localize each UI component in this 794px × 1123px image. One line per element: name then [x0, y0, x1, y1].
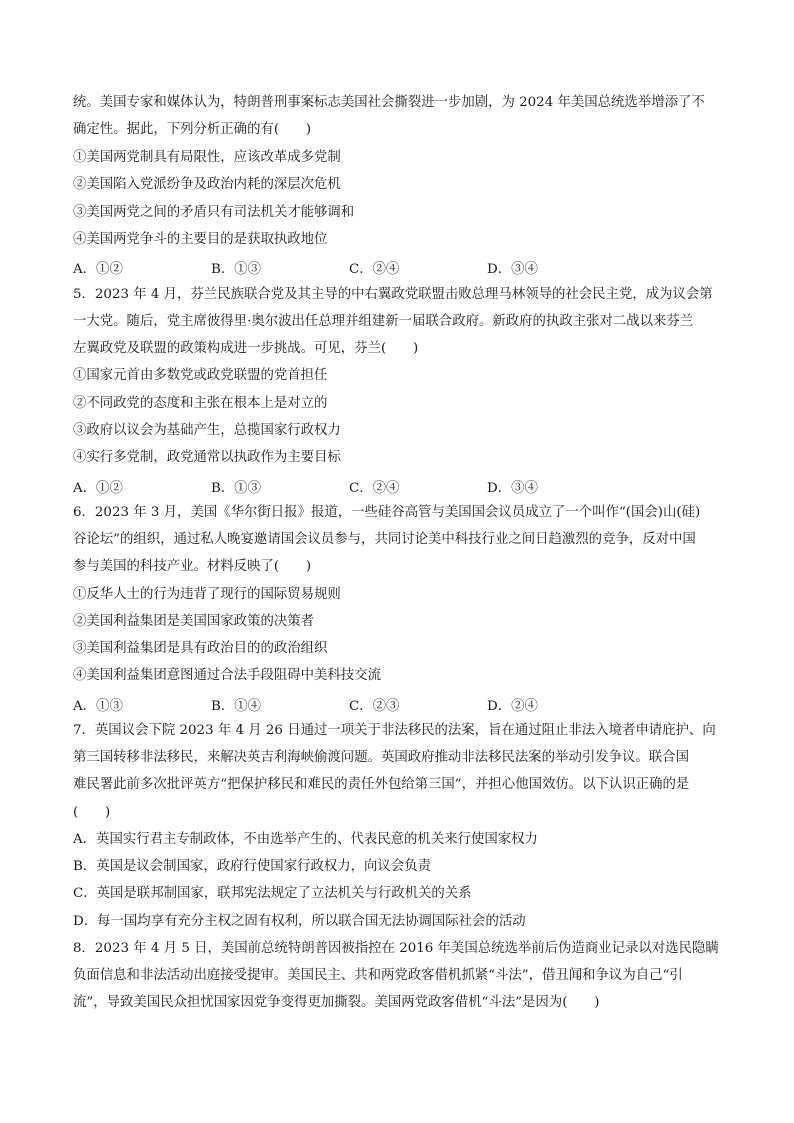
q7-stem-line: ( )	[73, 805, 111, 820]
q4-option-d: D．③④	[487, 262, 538, 277]
q8-stem-line: 流”，导致美国民众担忧国家因党争变得更加撕裂。美国两党政客借机“斗法”是因为( )	[73, 995, 600, 1010]
q4-option-a: A．①②	[73, 262, 123, 277]
q4-statement: ①美国两党制具有局限性，应该改革成多党制	[73, 150, 341, 165]
q5-statement: ②不同政党的态度和主张在根本上是对立的	[73, 396, 328, 411]
q4-stem-line: 确定性。据此，下列分析正确的有( )	[73, 122, 312, 137]
q5-option-c: C．②④	[349, 481, 400, 496]
q7-choice-d: D．每一国均享有充分主权之固有权利，所以联合国无法协调国际社会的活动	[73, 914, 526, 929]
q7-stem-line: 第三国转移非法移民，来解决英吉利海峡偷渡问题。英国政府推动非法移民法案的举动引发争议。联合国	[73, 750, 689, 765]
q5-stem-line: 左翼政党及联盟的政策构成进一步挑战。可见，芬兰( )	[73, 341, 419, 356]
q6-option-b: B．①④	[211, 699, 262, 714]
q5-statement: ③政府以议会为基础产生，总揽国家行政权力	[73, 423, 341, 438]
q5-option-b: B．①③	[211, 481, 262, 496]
q8-stem-line: 8．2023 年 4 月 5 日，美国前总统特朗普因被指控在 2016 年美国总统选举前后伪造商业记录以对选民隐瞒	[73, 941, 719, 956]
q7-stem-line: 7．英国议会下院 2023 年 4 月 26 日通过一项关于非法移民的法案，旨在通过阻止非法入境者申请庇护、向	[73, 723, 716, 738]
q4-statement: ④美国两党争斗的主要目的是获取执政地位	[73, 232, 328, 247]
q7-choice-b: B．英国是议会制国家，政府行使国家行政权力，向议会负责	[73, 859, 431, 874]
q4-option-b: B．①③	[211, 262, 262, 277]
q6-statement: ①反华人士的行为违背了现行的国际贸易规则	[73, 587, 341, 602]
q5-options	[73, 477, 733, 495]
q4-statement: ③美国两党之间的矛盾只有司法机关才能够调和	[73, 205, 355, 220]
q5-statement: ④实行多党制，政党通常以执政作为主要目标	[73, 450, 341, 465]
q6-option-d: D．②④	[487, 699, 538, 714]
q6-statement: ③美国利益集团是具有政治目的的政治组织	[73, 641, 328, 656]
q4-stem-line: 统。美国专家和媒体认为，特朗普刑事案标志美国社会撕裂进一步加剧，为 2024 年美国总统选举增添了不	[73, 95, 705, 110]
q6-stem-line: 谷论坛”的组织，通过私人晚宴邀请国会议员参与，共同讨论美中科技行业之间日趋激烈的竞争，反对中国	[73, 532, 696, 547]
q5-option-a: A．①②	[73, 481, 123, 496]
q6-options	[73, 695, 733, 713]
q4-statement: ②美国陷入党派纷争及政治内耗的深层次危机	[73, 177, 341, 192]
q7-choice-c: C．英国是联邦制国家，联邦宪法规定了立法机关与行政机关的关系	[73, 886, 472, 901]
q6-statement: ④美国利益集团意图通过合法手段阻碍中美科技交流	[73, 668, 381, 683]
q5-stem-line: 一大党。随后，党主席彼得里·奥尔波出任总理并组建新一届联合政府。新政府的执政主张对二战以来芬兰	[73, 314, 694, 329]
q6-statement: ②美国利益集团是美国国家政策的决策者	[73, 614, 315, 629]
q6-option-c: C．②③	[349, 699, 400, 714]
q8-stem-line: 负面信息和非法活动出庭接受提审。美国民主、共和两党政客借机抓紧“斗法”，借丑闻和争议为自己“引	[73, 968, 683, 983]
q5-option-d: D．③④	[487, 481, 538, 496]
q6-option-a: A．①③	[73, 699, 123, 714]
q6-stem-line: 6．2023 年 3 月，美国《华尔街日报》报道，一些硅谷高管与美国国会议员成立了一个叫作“(国会)山(硅)	[73, 505, 701, 520]
q5-stem-line: 5．2023 年 4 月，芬兰民族联合党及其主导的中右翼政党联盟击败总理马林领导的社会民主党，成为议会第	[73, 287, 713, 302]
q6-stem-line: 参与美国的科技产业。材料反映了( )	[73, 559, 312, 574]
q4-option-c: C．②④	[349, 262, 400, 277]
q5-statement: ①国家元首由多数党或政党联盟的党首担任	[73, 368, 328, 383]
q7-stem-line: 难民署此前多次批评英方“把保护移民和难民的责任外包给第三国”，并担心他国效仿。以下认识正确的是	[73, 777, 690, 792]
q7-choice-a: A．英国实行君主专制政体，不由选举产生的、代表民意的机关来行使国家权力	[73, 832, 538, 847]
q4-options	[73, 258, 733, 276]
